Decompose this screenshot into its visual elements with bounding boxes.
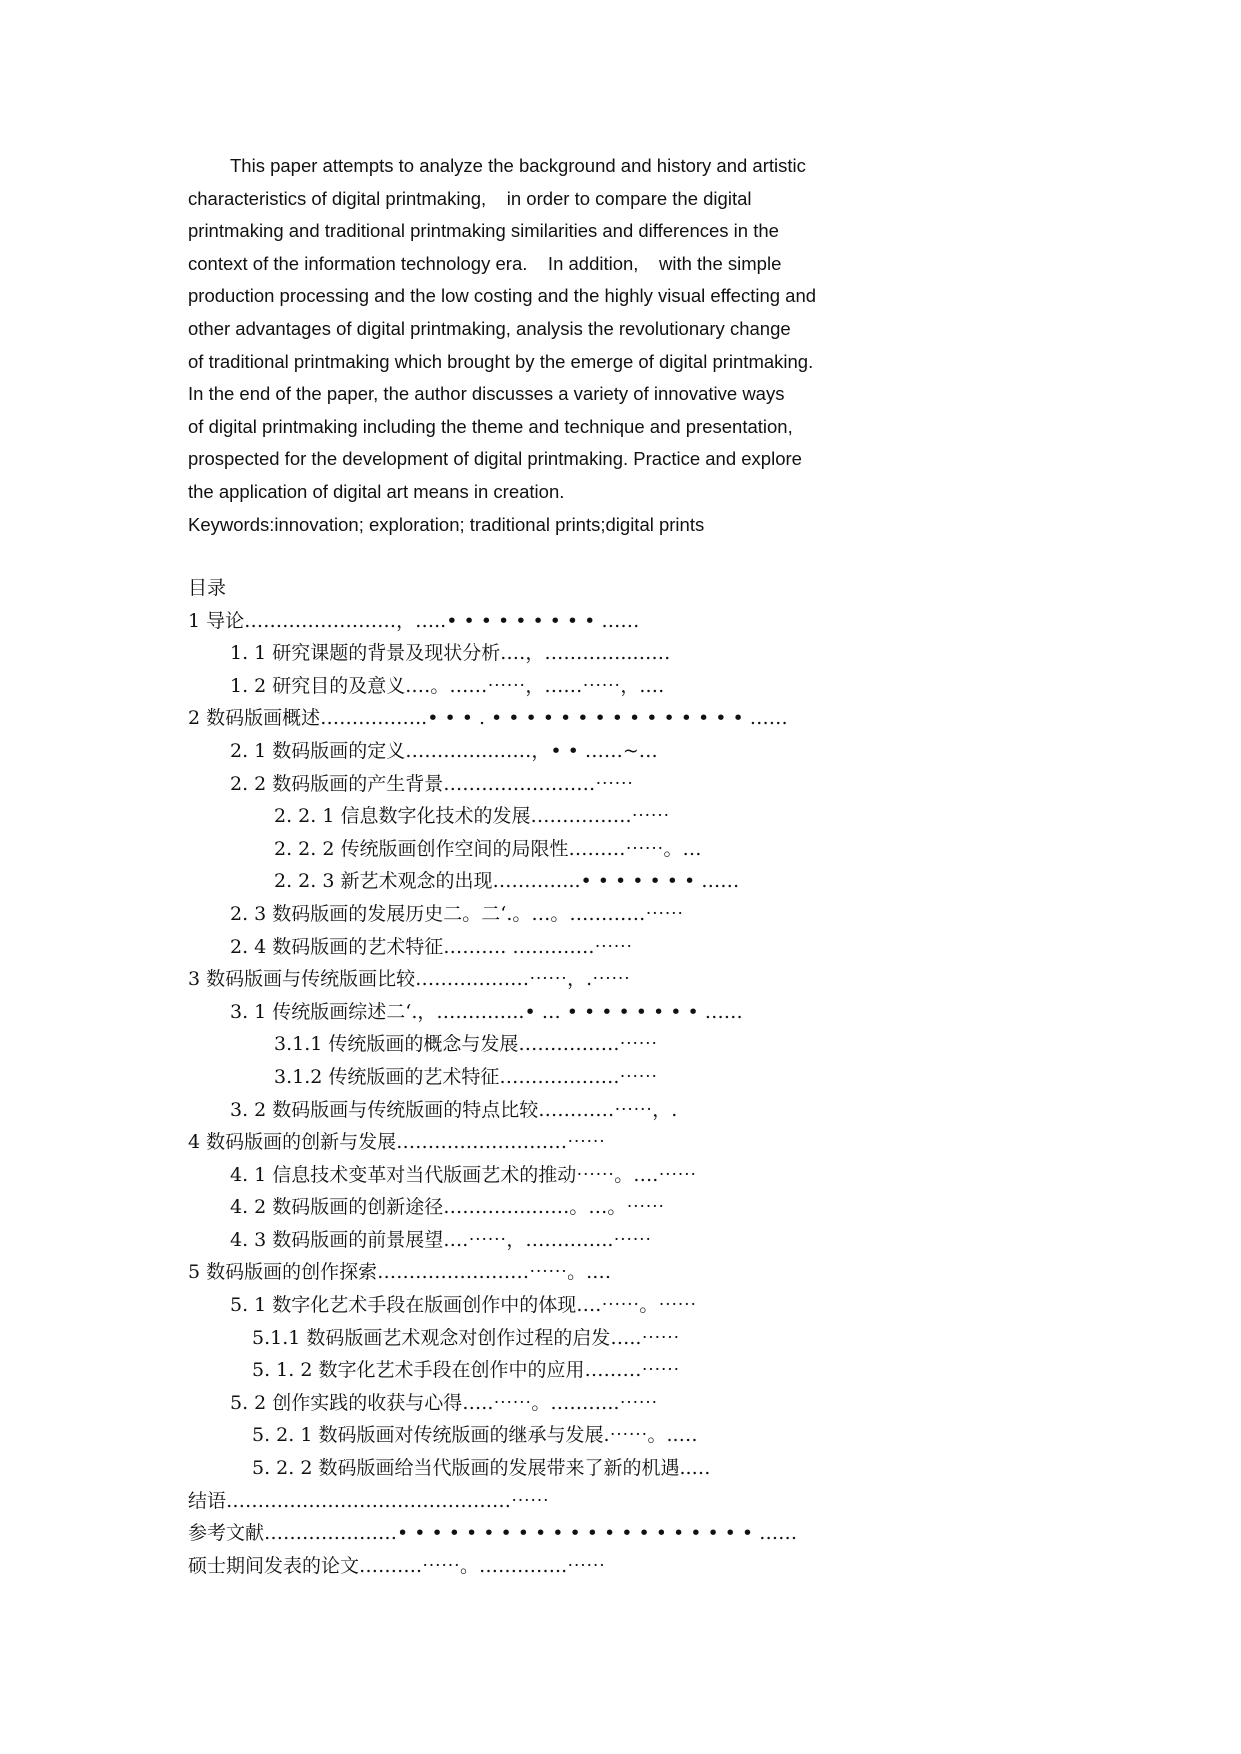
table-of-contents <box>188 572 948 1582</box>
abstract-line: the application of digital art means in creation. <box>188 480 565 502</box>
toc-entry-chapter: 硕士期间发表的论文……….⋯⋯。…………..⋯⋯ <box>188 1554 606 1577</box>
abstract-line: In the end of the paper, the author discusses a variety of innovative ways <box>188 383 785 405</box>
toc-entry-subsection: 2. 2. 3 新艺术观念的出现…………..• • • • • • • …… <box>274 870 740 893</box>
keywords-line: Keywords:innovation; exploration; traditional prints;digital prints <box>188 513 705 535</box>
toc-entry-section: 2. 2 数码版画的产生背景……………………⋯⋯ <box>230 772 634 795</box>
toc-entry-chapter: 3 数码版画与传统版画比较………………⋯⋯，.⋯⋯ <box>188 968 631 991</box>
toc-entry-section: 2. 4 数码版画的艺术特征………. ………….⋯⋯ <box>230 935 633 958</box>
abstract-line: other advantages of digital printmaking, analysis the revolutionary change <box>188 317 791 339</box>
toc-entry-section: 2. 3 数码版画的发展历史二。二‘.。…。…………⋯⋯ <box>230 902 684 925</box>
abstract-line: of traditional printmaking which brought by the emerge of digital printmaking. <box>188 350 814 372</box>
toc-entry-section: 5. 2 创作实践的收获与心得…..⋯⋯。………..⋯⋯ <box>230 1391 658 1414</box>
toc-entry-section: 4. 2 数码版画的创新途径…………..……。…。⋯⋯ <box>230 1196 665 1219</box>
toc-title: 目录 <box>188 577 227 599</box>
toc-entry-section: 4. 1 信息技术变革对当代版画艺术的推动⋯⋯。….⋯⋯ <box>230 1163 697 1186</box>
abstract-line: characteristics of digital printmaking, in order to compare the digital <box>188 187 752 209</box>
abstract-line: context of the information technology era. In addition, with the simple <box>188 252 782 274</box>
toc-entry-chapter: 参考文献…………………• • • • • • • • • • • • • • • • • • • • • …… <box>188 1522 798 1545</box>
toc-entry-chapter: 5 数码版画的创作探索……………………⋯⋯。.… <box>188 1261 612 1284</box>
toc-entry-subsection: 2. 2. 1 信息数字化技术的发展…………….⋯⋯ <box>274 805 670 828</box>
abstract-line: prospected for the development of digital printmaking. Practice and explore <box>188 448 802 470</box>
toc-entry-subsection: 5. 2. 1 数码版画对传统版画的继承与发展.⋯⋯。..… <box>252 1424 698 1447</box>
toc-entry-subsection: 5.1.1 数码版画艺术观念对创作过程的启发…..⋯⋯ <box>252 1326 680 1349</box>
toc-entry-chapter: 1 导论……………………，…..• • • • • • • • • …… <box>188 609 640 632</box>
toc-entry-section: 2. 1 数码版画的定义…………..……，• • ……~… <box>230 739 658 762</box>
toc-entry-subsection: 3.1.2 传统版画的艺术特征……………….⋯⋯ <box>274 1065 658 1088</box>
toc-entry-subsection: 2. 2. 2 传统版画创作空间的局限性………⋯⋯。… <box>274 837 702 860</box>
abstract-line: printmaking and traditional printmaking similarities and differences in the <box>188 220 779 242</box>
abstract-line: This paper attempts to analyze the background and history and artistic <box>230 155 806 176</box>
abstract-line: production processing and the low costing and the highly visual effecting and <box>188 285 817 307</box>
abstract-line: of digital printmaking including the theme and technique and presentation, <box>188 415 793 437</box>
toc-entry-chapter: 2 数码版画概述……………..• • • . • • • • • • • • • • • • • • • …… <box>188 707 788 730</box>
toc-entry-chapter: 4 数码版画的创新与发展………………………⋯⋯ <box>188 1131 606 1154</box>
toc-entry-section: 1. 2 研究目的及意义.…。……⋯⋯，……⋯⋯，.… <box>230 674 665 697</box>
toc-entry-chapter: 结语………………………………………⋯⋯ <box>188 1489 550 1512</box>
toc-entry-section: 1. 1 研究课题的背景及现状分析.…，…………..…… <box>230 642 671 665</box>
toc-entry-section: 5. 1 数字化艺术手段在版画创作中的体现….⋯⋯。⋯⋯ <box>230 1294 697 1317</box>
toc-entry-section: 3. 1 传统版画综述二‘.，…………..• … • • • • • • • • …… <box>230 1000 743 1023</box>
toc-entry-section: 4. 3 数码版画的前景展望….⋯⋯，…………..⋯⋯ <box>230 1228 652 1251</box>
abstract-section <box>188 150 948 541</box>
toc-entry-subsection: 3.1.1 传统版画的概念与发展…………….⋯⋯ <box>274 1033 658 1056</box>
toc-entry-subsection: 5. 2. 2 数码版画给当代版画的发展带来了新的机遇..… <box>252 1457 711 1480</box>
toc-entry-subsection: 5. 1. 2 数字化艺术手段在创作中的应用………⋯⋯ <box>252 1359 680 1382</box>
toc-entry-section: 3. 2 数码版画与传统版画的特点比较…………⋯⋯，. <box>230 1098 678 1121</box>
